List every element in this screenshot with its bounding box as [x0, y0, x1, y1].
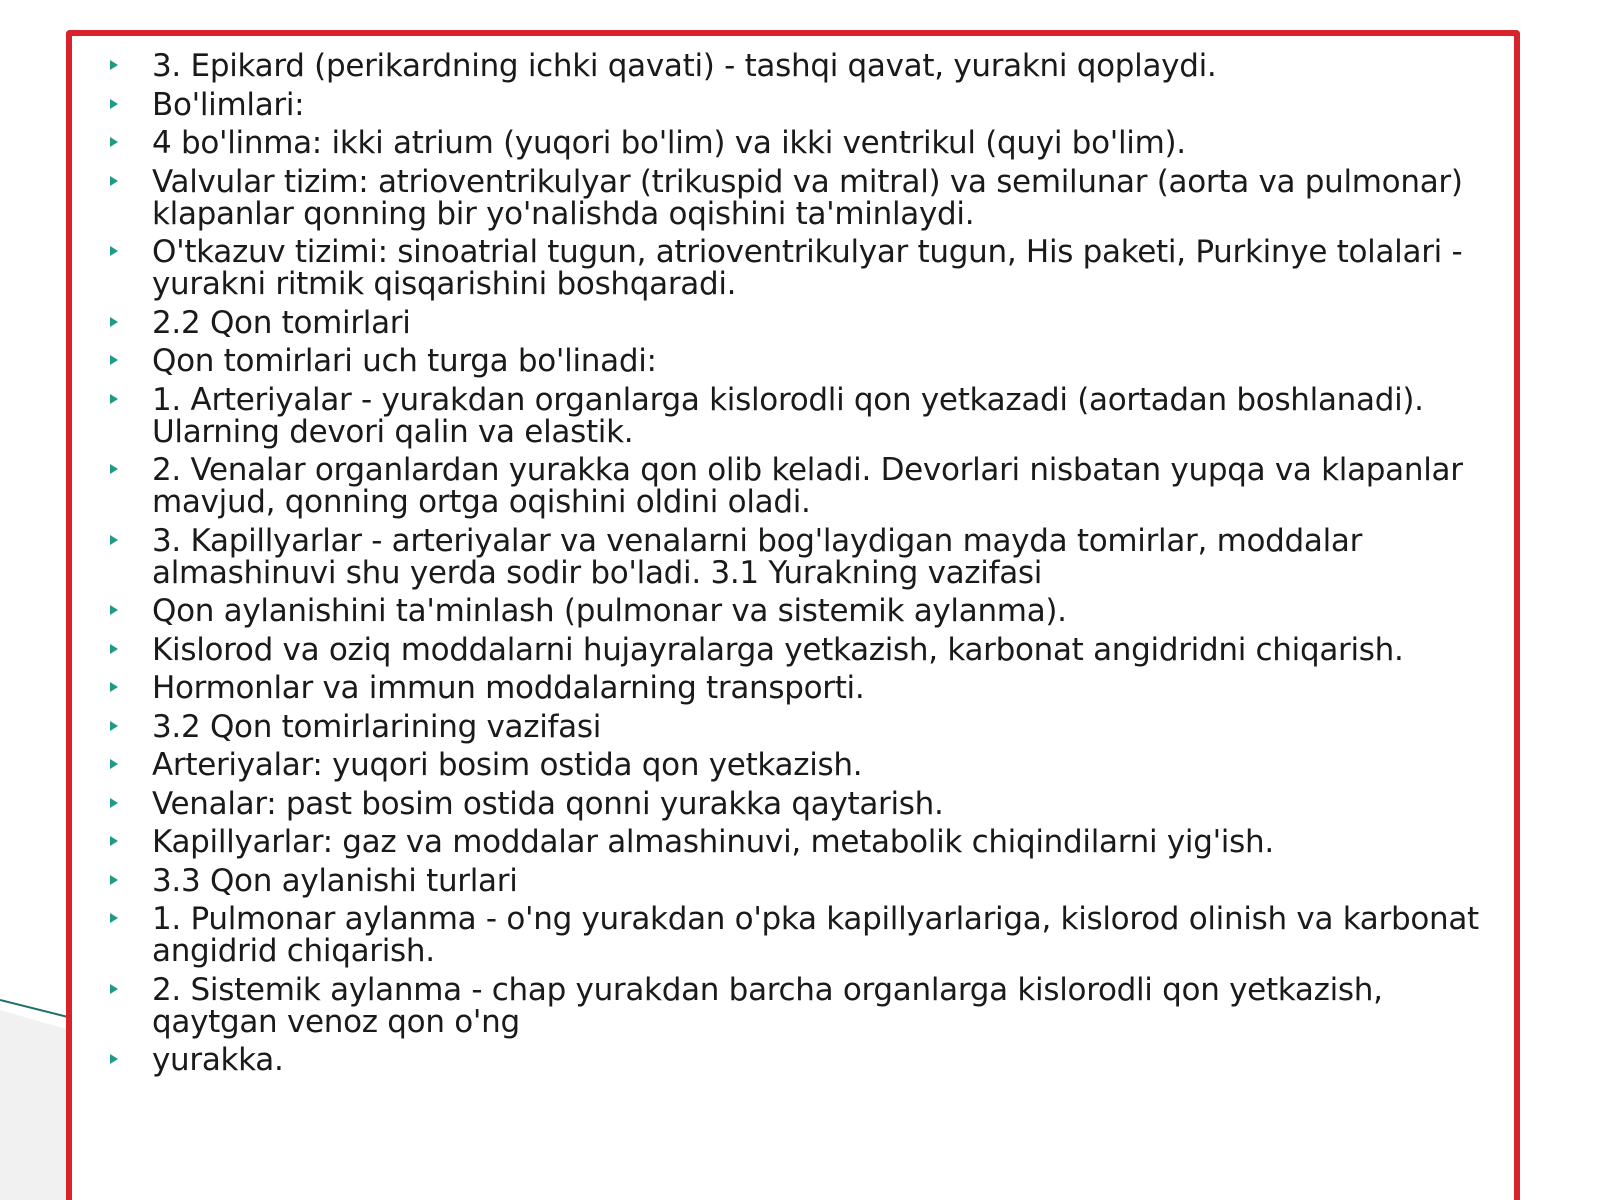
list-item	[110, 903, 1495, 967]
list-item	[110, 1044, 1495, 1076]
list-item-text: 2. Sistemik aylanma - chap yurakdan barcha organlarga kislorodli qon yetkazish, qaytgan venoz qon o'ng	[152, 971, 1383, 1040]
triangle-bullet-icon	[110, 317, 118, 327]
list-item	[110, 50, 1495, 82]
list-item-text: 1. Arteriyalar - yurakdan organlarga kislorodli qon yetkazadi (aortadan boshlanadi). Ularning devori qalin va elastik.	[152, 381, 1424, 450]
list-item	[110, 785, 1495, 822]
list-item-text: 3.3 Qon aylanishi turlari	[152, 862, 518, 899]
list-item	[110, 631, 1495, 668]
list-item-text: Valvular tizim: atrioventrikulyar (trikuspid va mitral) va semilunar (aorta va pulmonar) klapanlar qonning bir yo'nalishda oqishini ta'minlaydi.	[152, 163, 1463, 232]
triangle-bullet-icon	[110, 176, 118, 186]
triangle-bullet-icon	[110, 464, 118, 474]
list-item-text: O'tkazuv tizimi: sinoatrial tugun, atrioventrikulyar tugun, His paketi, Purkinye tolalari - yurakni ritmik qisqarishini boshqaradi.	[152, 234, 1463, 302]
triangle-bullet-icon	[110, 394, 118, 404]
triangle-bullet-icon	[110, 1054, 118, 1064]
list-item-text: Venalar: past bosim ostida qonni yurakka qaytarish.	[152, 785, 944, 822]
list-item	[110, 708, 1495, 745]
triangle-bullet-icon	[110, 682, 118, 692]
list-item	[110, 345, 1495, 377]
list-item	[110, 826, 1495, 858]
list-item	[110, 522, 1495, 591]
list-item-text: 2.2 Qon tomirlari	[152, 304, 411, 341]
triangle-bullet-icon	[110, 836, 118, 846]
triangle-bullet-icon	[110, 721, 118, 731]
list-item	[110, 304, 1495, 341]
list-item	[110, 381, 1495, 450]
list-item	[110, 236, 1495, 300]
list-item	[110, 595, 1495, 627]
triangle-bullet-icon	[110, 535, 118, 545]
triangle-bullet-icon	[110, 759, 118, 769]
triangle-bullet-icon	[110, 605, 118, 615]
slide-frame	[66, 30, 1520, 1200]
list-item-text: 3. Kapillyarlar - arteriyalar va venalarni bog'laydigan mayda tomirlar, moddalar almashinuvi shu yerda sodir bo'ladi. 3.1 Yurakning vazifasi	[152, 522, 1363, 591]
triangle-bullet-icon	[110, 355, 118, 365]
triangle-bullet-icon	[110, 60, 118, 70]
list-item-text: Kapillyarlar: gaz va moddalar almashinuvi, metabolik chiqindilarni yig'ish.	[152, 824, 1274, 860]
list-item-text: Bo'limlari:	[152, 86, 305, 123]
list-item	[110, 862, 1495, 899]
list-item-text: 3. Epikard (perikardning ichki qavati) - tashqi qavat, yurakni qoplaydi.	[152, 48, 1217, 84]
list-item	[110, 163, 1495, 232]
triangle-bullet-icon	[110, 875, 118, 885]
triangle-bullet-icon	[110, 984, 118, 994]
list-item-text: 4 bo'linma: ikki atrium (yuqori bo'lim) va ikki ventrikul (quyi bo'lim).	[152, 125, 1186, 161]
list-item-text: Kislorod va oziq moddalarni hujayralarga yetkazish, karbonat angidridni chiqarish.	[152, 631, 1404, 668]
list-item	[110, 672, 1495, 704]
list-item-text: 2. Venalar organlardan yurakka qon olib keladi. Devorlari nisbatan yupqa va klapanlar mavjud, qonning ortga oqishini oldini oladi.	[152, 452, 1463, 520]
triangle-bullet-icon	[110, 99, 118, 109]
list-item-text: Qon tomirlari uch turga bo'linadi:	[152, 343, 657, 379]
list-item	[110, 86, 1495, 123]
triangle-bullet-icon	[110, 644, 118, 654]
triangle-bullet-icon	[110, 246, 118, 256]
list-item	[110, 749, 1495, 781]
list-item	[110, 454, 1495, 518]
triangle-bullet-icon	[110, 137, 118, 147]
list-item	[110, 127, 1495, 159]
list-item-text: 1. Pulmonar aylanma - o'ng yurakdan o'pka kapillyarlariga, kislorod olinish va karbonat angidrid chiqarish.	[152, 901, 1479, 969]
list-item-text: Arteriyalar: yuqori bosim ostida qon yetkazish.	[152, 747, 863, 783]
triangle-bullet-icon	[110, 798, 118, 808]
list-item-text: yurakka.	[152, 1042, 284, 1078]
list-item	[110, 971, 1495, 1040]
list-item-text: 3.2 Qon tomirlarining vazifasi	[152, 708, 602, 745]
triangle-bullet-icon	[110, 913, 118, 923]
list-item-text: Qon aylanishini ta'minlash (pulmonar va sistemik aylanma).	[152, 593, 1067, 629]
list-item-text: Hormonlar va immun moddalarning transporti.	[152, 670, 865, 706]
bullet-list	[110, 50, 1495, 1083]
